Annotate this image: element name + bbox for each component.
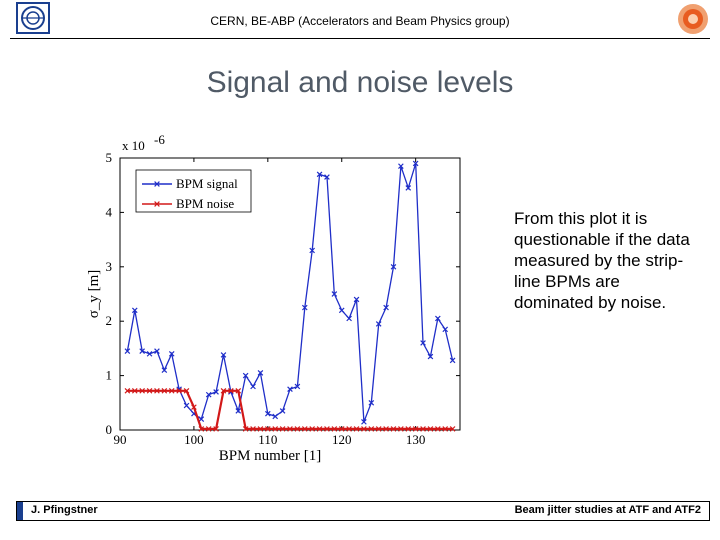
y-tick-label: 4 bbox=[105, 204, 112, 220]
y-tick-label: 1 bbox=[105, 367, 112, 383]
footer-accent bbox=[17, 502, 23, 520]
x-tick-label: 90 bbox=[113, 432, 127, 447]
x-tick-label: 130 bbox=[405, 432, 426, 447]
slide-note: From this plot it is questionable if the data measured by the strip-line BPMs are dominated by noise. bbox=[514, 209, 690, 312]
x-tick-label: 110 bbox=[258, 432, 278, 447]
slide-title: Signal and noise levels bbox=[206, 66, 514, 99]
header-affiliation: CERN, BE-ABP (Accelerators and Beam Physics group) bbox=[210, 14, 510, 28]
chart-canvas bbox=[80, 128, 470, 470]
signal-noise-chart bbox=[80, 128, 470, 470]
legend-label: BPM noise bbox=[176, 196, 235, 211]
clic-logo-icon bbox=[676, 2, 710, 36]
header-divider bbox=[10, 38, 710, 39]
y-tick-label: 0 bbox=[105, 422, 112, 437]
footer-talk-title: Beam jitter studies at ATF and ATF2 bbox=[514, 504, 701, 516]
y-tick-label: 2 bbox=[105, 313, 112, 329]
y-multiplier: x 10 bbox=[122, 138, 145, 153]
legend-label: BPM signal bbox=[176, 176, 238, 191]
y-tick-label: 3 bbox=[105, 258, 112, 274]
footer-author: J. Pfingstner bbox=[31, 504, 98, 516]
x-axis-label: BPM number [1] bbox=[218, 448, 322, 464]
footer-bar bbox=[16, 501, 710, 521]
y-exponent: -6 bbox=[154, 132, 165, 147]
y-axis-label: σ_y [m] bbox=[86, 269, 102, 319]
y-tick-label: 5 bbox=[105, 150, 112, 165]
x-tick-label: 120 bbox=[331, 432, 352, 447]
x-tick-label: 100 bbox=[184, 432, 204, 447]
